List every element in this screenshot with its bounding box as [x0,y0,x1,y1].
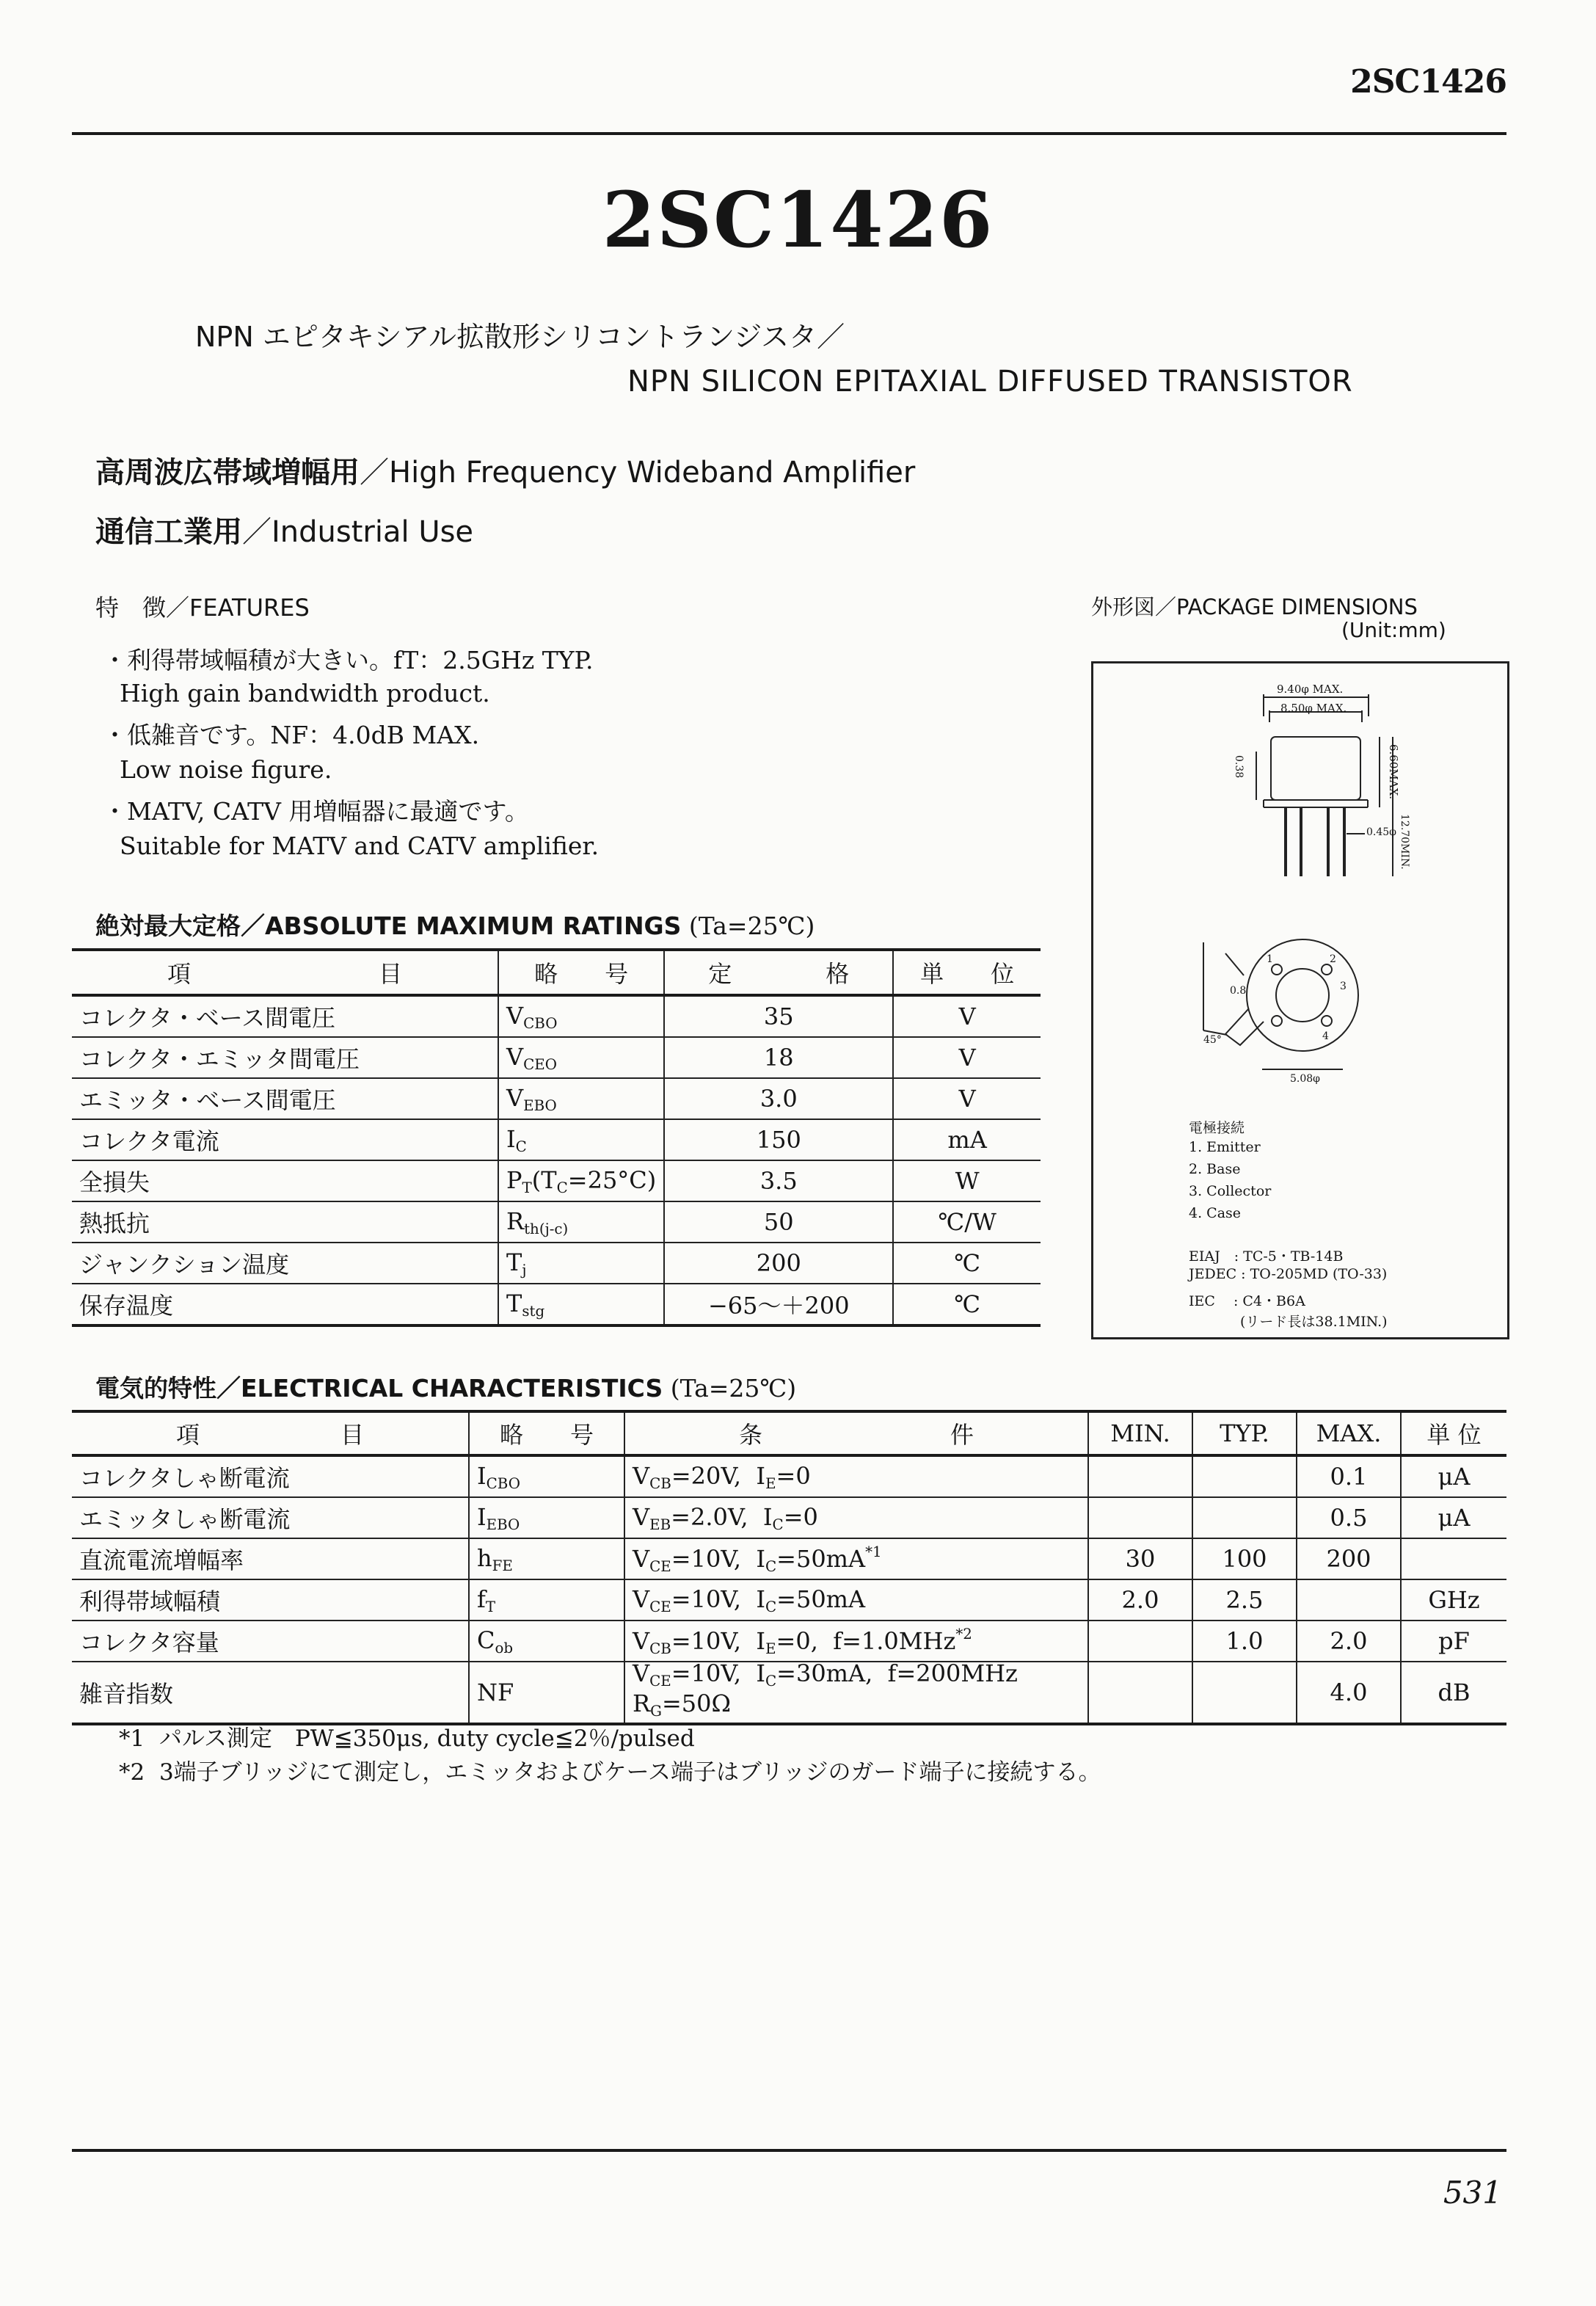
item: コレクタ・ベース間電圧 [72,995,498,1037]
note-2 [119,1753,1101,1786]
dim-tab: 0.8 [1230,985,1247,997]
col-symbol: 略 号 [498,950,664,995]
unit: mA [893,1119,1041,1160]
symbol: $f_T$ [469,1579,624,1621]
col-typ: TYP. [1192,1411,1297,1455]
condition: $V_{CE}=10V$, $I_C=30mA$, f=200MHz $R_G=50\Omega$ [624,1662,1088,1724]
table-header-row [72,1411,1506,1455]
abs-max-title: 絶対最大定格／ABSOLUTE MAXIMUM RATINGS [95,912,682,940]
col-item: 項 目 [72,950,498,995]
min: 30 [1088,1538,1192,1579]
standard-iec: IEC : C4・B6A [1189,1293,1305,1309]
abs-max-table [72,948,1041,1327]
dim-lead-diameter: 0.45φ [1366,826,1396,838]
symbol: $I_{CBO}$ [469,1455,624,1497]
item: ジャンクション温度 [72,1243,498,1284]
subtitle-english: NPN SILICON EPITAXIAL DIFFUSED TRANSISTOR [627,365,1353,399]
max [1297,1579,1401,1621]
condition: $V_{CE}=10V$, $I_C=50mA$ [624,1579,1088,1621]
value: 200 [664,1243,893,1284]
item: エミッタ・ベース間電圧 [72,1078,498,1119]
col-item: 項 目 [72,1411,469,1455]
table-row [72,1455,1506,1497]
typ: 100 [1192,1538,1297,1579]
elec-condition: (Ta=25℃) [670,1374,797,1403]
symbol: $h_{FE}$ [469,1538,624,1579]
page-number: 531 [1443,2175,1502,2211]
unit: dB [1401,1662,1506,1724]
max: 200 [1297,1538,1401,1579]
connection-title: 電極接続 [1189,1120,1245,1136]
pin-label-3: 3 [1340,981,1347,992]
dim-lead-length: 12.70MIN. [1399,814,1410,870]
header-rule [72,132,1506,135]
unit: V [893,1037,1041,1078]
col-unit: 単 位 [893,950,1041,995]
symbol: $C_{ob}$ [469,1621,624,1662]
connection-4: 4. Case [1189,1205,1242,1221]
table-row [72,1538,1506,1579]
col-rating: 定 格 [664,950,893,995]
application-1: 高周波広帯域増幅用／High Frequency Wideband Amplifier [95,456,916,490]
table-row [72,995,1041,1037]
dim-pin-circle: 5.08φ [1290,1073,1320,1085]
symbol: $V_{CEO}$ [498,1037,664,1078]
value: 3.5 [664,1160,893,1201]
application-1-jp: 高周波広帯域増幅用 [95,456,360,490]
note-1-mark: *1 [119,1725,145,1752]
pin-label-1: 1 [1267,953,1273,965]
package-heading: 外形図／PACKAGE DIMENSIONS [1091,594,1418,619]
package-unit: (Unit:mm) [1341,618,1446,642]
max: 4.0 [1297,1662,1401,1724]
connection-3: 3. Collector [1189,1183,1272,1199]
symbol: $V_{CBO}$ [498,995,664,1037]
lead-length-note: (リード長は38.1MIN.) [1240,1314,1388,1330]
connection-2: 2. Base [1189,1161,1241,1177]
min [1088,1662,1192,1724]
symbol: $T_{stg}$ [498,1284,664,1325]
table-row [72,1284,1041,1325]
unit: W [893,1160,1041,1201]
unit: GHz [1401,1579,1506,1621]
unit [1401,1538,1506,1579]
min [1088,1621,1192,1662]
symbol: $I_{EBO}$ [469,1497,624,1538]
note-1 [119,1720,695,1753]
table-row [72,1662,1506,1724]
typ [1192,1497,1297,1538]
application-2-en: Industrial Use [272,515,474,549]
dim-angle: 45° [1203,1034,1222,1046]
unit: V [893,1078,1041,1119]
item: コレクタ・エミッタ間電圧 [72,1037,498,1078]
value: 3.0 [664,1078,893,1119]
feature-2-jp: ・低雑音です。NF：4.0dB MAX. [103,721,480,749]
unit: ℃ [893,1243,1041,1284]
value: −65～＋200 [664,1284,893,1325]
table-row [72,1160,1041,1201]
table-row [72,1621,1506,1662]
unit: V [893,995,1041,1037]
note-1-text: パルス測定 PW≦350μs, duty cycle≦2％/pulsed [158,1725,695,1752]
table-row [72,1497,1506,1538]
table-row [72,1037,1041,1078]
col-unit: 単 位 [1401,1411,1506,1455]
item: 利得帯域幅積 [72,1579,469,1621]
note-2-mark: *2 [119,1759,145,1786]
unit: μA [1401,1497,1506,1538]
footer-rule [72,2149,1506,2152]
table-row [72,1243,1041,1284]
standard-eiaj: EIAJ : TC-5・TB-14B [1189,1248,1344,1265]
note-2-text: 3端子ブリッジにて測定し，エミッタおよびケース端子はブリッジのガード端子に接続する。 [158,1759,1101,1786]
col-max: MAX. [1297,1411,1401,1455]
item: コレクタ電流 [72,1119,498,1160]
item: 雑音指数 [72,1662,469,1724]
col-min: MIN. [1088,1411,1192,1455]
condition: $V_{EB}=2.0V$, $I_C=0$ [624,1497,1088,1538]
unit: μA [1401,1455,1506,1497]
table-row [72,1119,1041,1160]
header-part-number: 2SC1426 [1350,63,1506,101]
features-heading: 特 徴／FEATURES [95,594,310,622]
item: エミッタしゃ断電流 [72,1497,469,1538]
condition: $V_{CB}=20V$, $I_E=0$ [624,1455,1088,1497]
subtitle-japanese: NPN エピタキシアル拡散形シリコントランジスタ／ [195,321,845,353]
feature-1-jp: ・利得帯域幅積が大きい。fT：2.5GHz TYP. [103,646,594,674]
feature-3-jp: ・MATV, CATV 用増幅器に最適です。 [103,797,529,826]
item: コレクタしゃ断電流 [72,1455,469,1497]
typ [1192,1455,1297,1497]
symbol: $V_{EBO}$ [498,1078,664,1119]
value: 150 [664,1119,893,1160]
table-row [72,1579,1506,1621]
condition: $V_{CB}=10V$, $I_E=0$, f=1.0MHz$^{*2}$ [624,1621,1088,1662]
item: 熱抵抗 [72,1201,498,1243]
symbol: $P_T(T_C=25^\circ C)$ [498,1160,664,1201]
page-title: 2SC1426 [602,175,994,265]
elec-table [72,1410,1506,1725]
package-drawing [1091,661,1509,1339]
application-2: 通信工業用／Industrial Use [95,515,474,549]
feature-2-en: Low noise figure. [120,755,332,784]
table-row [72,1201,1041,1243]
value: 18 [664,1037,893,1078]
table-header-row [72,950,1041,995]
item: 全損失 [72,1160,498,1201]
abs-max-heading [95,907,815,942]
table-row [72,1078,1041,1119]
min: 2.0 [1088,1579,1192,1621]
dim-flange: 0.38 [1233,755,1245,779]
feature-3-en: Suitable for MATV and CATV amplifier. [120,832,600,860]
value: 50 [664,1201,893,1243]
unit: ℃/W [893,1201,1041,1243]
unit: pF [1401,1621,1506,1662]
standard-jedec: JEDEC : TO-205MD (TO-33) [1189,1266,1388,1282]
typ: 2.5 [1192,1579,1297,1621]
pin-label-4: 4 [1322,1030,1329,1042]
dim-outer-diameter: 9.40φ MAX. [1277,683,1344,696]
min [1088,1455,1192,1497]
abs-max-condition: (Ta=25℃) [688,912,815,940]
symbol: NF [469,1662,624,1724]
max: 0.1 [1297,1455,1401,1497]
item: 保存温度 [72,1284,498,1325]
elec-title: 電気的特性／ELECTRICAL CHARACTERISTICS [95,1374,663,1403]
typ [1192,1662,1297,1724]
typ: 1.0 [1192,1621,1297,1662]
dim-inner-diameter: 8.50φ MAX. [1280,702,1347,715]
application-2-jp: 通信工業用 [95,515,242,549]
item: 直流電流増幅率 [72,1538,469,1579]
condition: $V_{CE}=10V$, $I_C=50mA^{*1}$ [624,1538,1088,1579]
symbol: $R_{th(j-c)}$ [498,1201,664,1243]
min [1088,1497,1192,1538]
application-1-en: High Frequency Wideband Amplifier [389,456,916,490]
feature-1-en: High gain bandwidth product. [120,679,490,708]
value: 35 [664,995,893,1037]
pin-label-2: 2 [1330,953,1336,965]
item: コレクタ容量 [72,1621,469,1662]
symbol: $I_C$ [498,1119,664,1160]
unit: ℃ [893,1284,1041,1325]
col-symbol: 略 号 [469,1411,624,1455]
package-outline-svg [1093,663,1507,1337]
max: 2.0 [1297,1621,1401,1662]
connection-1: 1. Emitter [1189,1139,1261,1155]
col-condition: 条 件 [624,1411,1088,1455]
symbol: $T_j$ [498,1243,664,1284]
dim-height: 6.60MAX. [1387,744,1400,800]
elec-heading [95,1370,796,1404]
max: 0.5 [1297,1497,1401,1538]
